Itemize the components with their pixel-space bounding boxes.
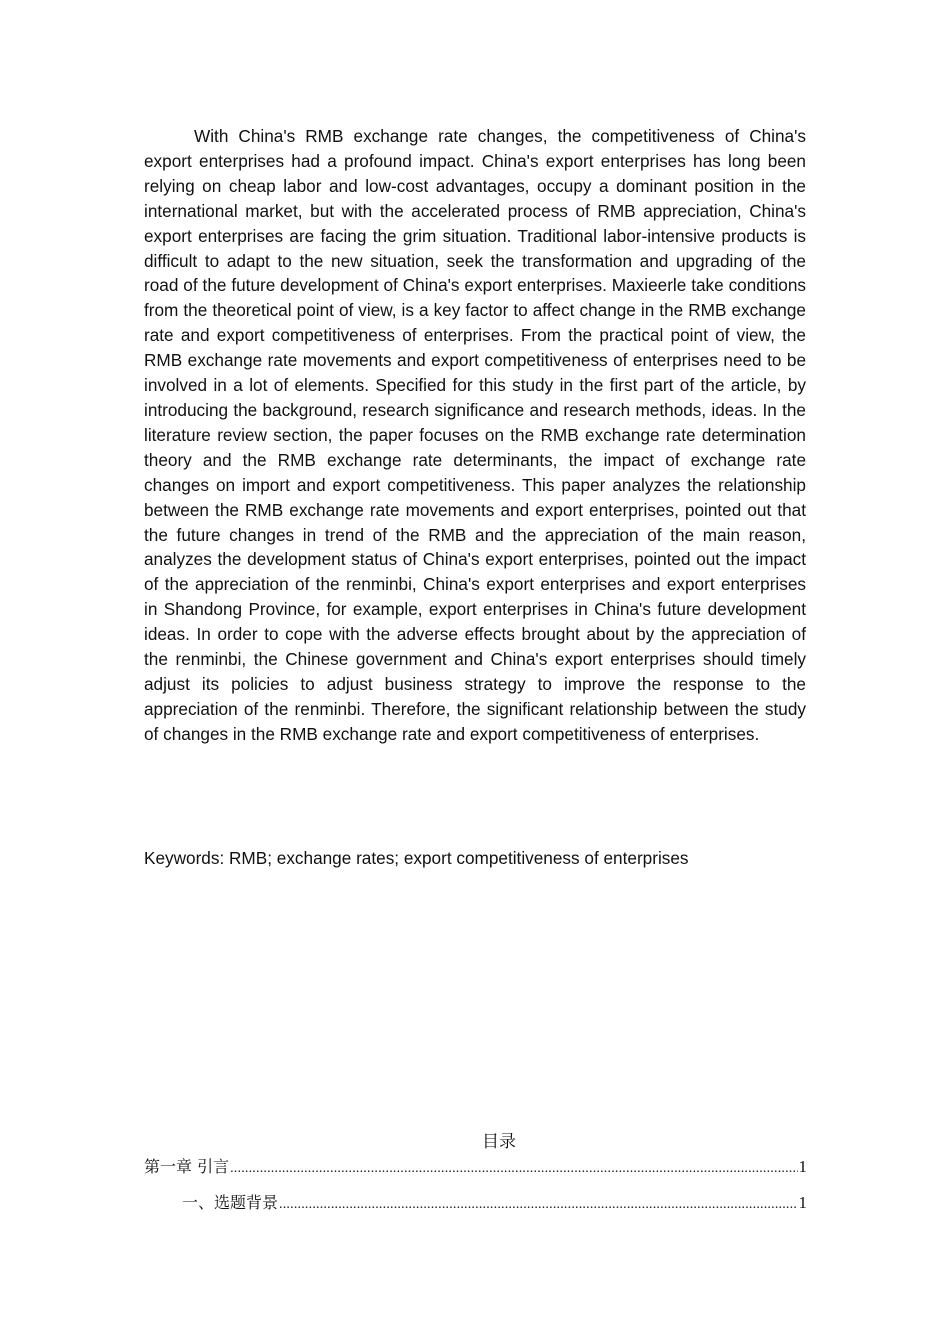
- toc-entry-label: 第一章 引言: [144, 1157, 230, 1176]
- toc-entry-section-1[interactable]: [182, 1192, 807, 1216]
- toc-entry-page-number: 1: [798, 1193, 807, 1212]
- abstract-paragraph: With China's RMB exchange rate changes, the competitiveness of China's export enterprises had a profound impact. China's export enterprises has long been relying on cheap labor and low-cost advantages, occupy a dominant position in the international market, but with the accelerated process of RMB appreciation, China's export enterprises are facing the grim situation. Traditional labor-intensive products is difficult to adapt to the new situation, seek the transformation and upgrading of the road of the future development of China's export enterprises. Maxieerle take conditions from the theoretical point of view, is a key factor to affect change in the RMB exchange rate and export competitiveness of enterprises. From the practical point of view, the RMB exchange rate movements and export competitiveness of enterprises need to be involved in a lot of elements. Specified for this study in the first part of the article, by introducing the background, research significance and research methods, ideas. In the literature review section, the paper focuses on the RMB exchange rate determination theory and the RMB exchange rate determinants, the impact of exchange rate changes on import and export competitiveness. This paper analyzes the relationship between the RMB exchange rate movements and export enterprises, pointed out that the future changes in trend of the RMB and the appreciation of the main reason, analyzes the development status of China's export enterprises, pointed out the impact of the appreciation of the renminbi, China's export enterprises and export enterprises in Shandong Province, for example, export enterprises in China's future development ideas. In order to cope with the adverse effects brought about by the appreciation of the renminbi, the Chinese government and China's export enterprises should timely adjust its policies to adjust business strategy to improve the response to the appreciation of the renminbi. Therefore, the significant relationship between the study of changes in the RMB exchange rate and export competitiveness of enterprises.: [144, 126, 806, 744]
- toc-dot-leader: [230, 1158, 797, 1180]
- toc-entry-label: 一、选题背景: [182, 1193, 279, 1212]
- toc-title: 目录: [482, 1132, 516, 1152]
- toc-dot-leader: [279, 1194, 797, 1216]
- toc-entry-page-number: 1: [798, 1157, 807, 1176]
- keywords-line: Keywords: RMB; exchange rates; export competitiveness of enterprises: [144, 848, 689, 868]
- toc-entry-chapter-1[interactable]: [144, 1156, 807, 1180]
